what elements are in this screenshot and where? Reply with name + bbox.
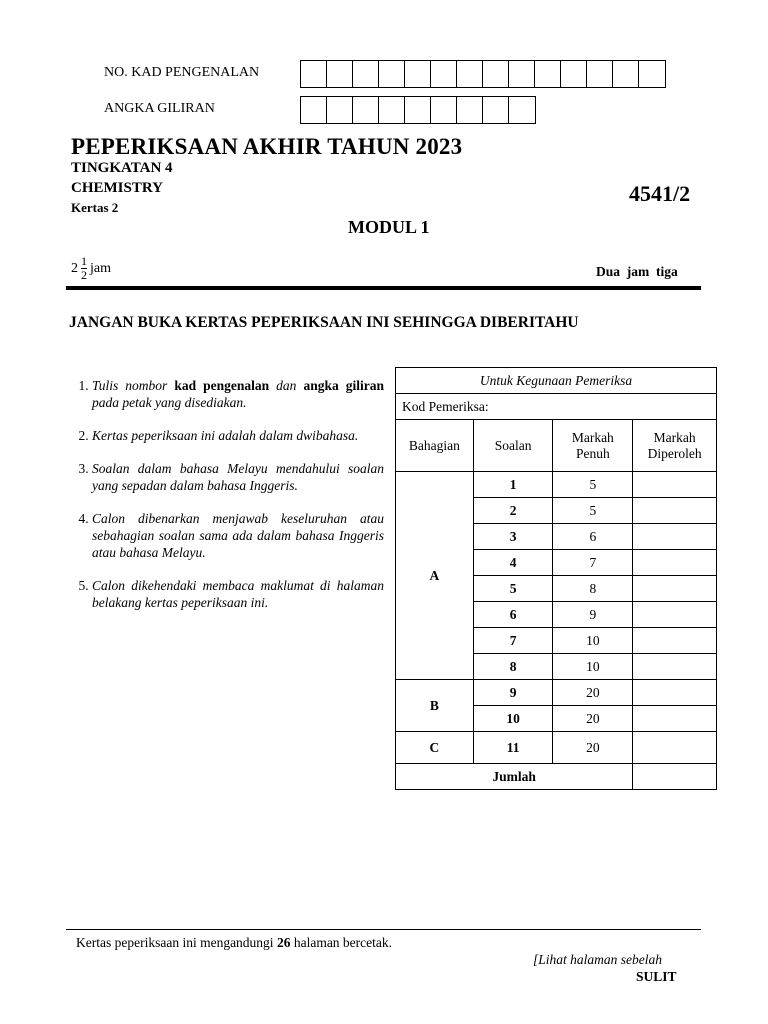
footer-divider bbox=[66, 929, 701, 930]
paper-number: Kertas 2 bbox=[71, 200, 119, 215]
duration-whole: 2 bbox=[71, 260, 78, 276]
marks-obtained-cell[interactable] bbox=[633, 628, 717, 654]
ic-digit-box[interactable] bbox=[457, 61, 483, 87]
paper-code: 4541/2 bbox=[629, 181, 691, 206]
examiner-table bbox=[395, 367, 717, 790]
question-number: 6 bbox=[473, 602, 553, 628]
ic-digit-box[interactable] bbox=[405, 61, 431, 87]
marks-obtained-cell[interactable] bbox=[633, 524, 717, 550]
index-digit-box[interactable] bbox=[379, 97, 405, 123]
full-marks: 5 bbox=[553, 498, 633, 524]
full-marks: 5 bbox=[553, 472, 633, 498]
full-marks: 7 bbox=[553, 550, 633, 576]
examiner-table-caption: Untuk Kegunaan Pemeriksa bbox=[396, 368, 717, 394]
question-number: 1 bbox=[473, 472, 553, 498]
index-digit-box[interactable] bbox=[509, 97, 535, 123]
question-number: 3 bbox=[473, 524, 553, 550]
full-marks: 20 bbox=[553, 706, 633, 732]
question-number: 10 bbox=[473, 706, 553, 732]
question-number: 4 bbox=[473, 550, 553, 576]
index-digit-box[interactable] bbox=[301, 97, 327, 123]
module-title: MODUL 1 bbox=[348, 217, 430, 237]
instruction-item: 5. Calon dikehendaki membaca maklumat di halaman belakang kertas peperiksaan ini. bbox=[92, 577, 384, 611]
ic-digit-box[interactable] bbox=[535, 61, 561, 87]
index-digit-box[interactable] bbox=[457, 97, 483, 123]
classification-label: SULIT bbox=[636, 969, 677, 984]
table-row bbox=[396, 732, 717, 764]
ic-digit-box[interactable] bbox=[587, 61, 613, 87]
col-header-full-marks: Markah Penuh bbox=[553, 420, 633, 472]
col-header-section: Bahagian bbox=[396, 420, 474, 472]
form-level: TINGKATAN 4 bbox=[71, 160, 173, 176]
ic-digit-box[interactable] bbox=[353, 61, 379, 87]
header-divider bbox=[66, 286, 701, 290]
exam-title: PEPERIKSAAN AKHIR TAHUN 2023 bbox=[71, 134, 463, 159]
do-not-open-warning: JANGAN BUKA KERTAS PEPERIKSAAN INI SEHINGGA DIBERITAHU bbox=[69, 314, 579, 331]
duration-fraction bbox=[81, 255, 87, 282]
index-number-boxes[interactable] bbox=[300, 96, 536, 124]
question-number: 5 bbox=[473, 576, 553, 602]
ic-digit-box[interactable] bbox=[379, 61, 405, 87]
ic-digit-box[interactable] bbox=[639, 61, 665, 87]
total-score-cell[interactable] bbox=[633, 764, 717, 790]
ic-digit-box[interactable] bbox=[431, 61, 457, 87]
ic-digit-box[interactable] bbox=[613, 61, 639, 87]
index-digit-box[interactable] bbox=[327, 97, 353, 123]
section-label: B bbox=[396, 680, 474, 732]
full-marks: 10 bbox=[553, 628, 633, 654]
col-header-question: Soalan bbox=[473, 420, 553, 472]
index-digit-box[interactable] bbox=[431, 97, 457, 123]
table-row bbox=[396, 472, 717, 498]
duration-denominator: 2 bbox=[81, 268, 87, 282]
next-page-note: [Lihat halaman sebelah bbox=[533, 952, 663, 967]
marks-obtained-cell[interactable] bbox=[633, 680, 717, 706]
instruction-item: 1. Tulis nombor kad pengenalan dan angka giliran pada petak yang disediakan. bbox=[92, 377, 384, 411]
marks-obtained-cell[interactable] bbox=[633, 654, 717, 680]
question-number: 9 bbox=[473, 680, 553, 706]
index-digit-box[interactable] bbox=[405, 97, 431, 123]
full-marks: 9 bbox=[553, 602, 633, 628]
full-marks: 6 bbox=[553, 524, 633, 550]
ic-digit-box[interactable] bbox=[509, 61, 535, 87]
marks-obtained-cell[interactable] bbox=[633, 576, 717, 602]
question-number: 2 bbox=[473, 498, 553, 524]
index-number-label: ANGKA GILIRAN bbox=[104, 101, 215, 116]
marks-obtained-cell[interactable] bbox=[633, 602, 717, 628]
ic-digit-box[interactable] bbox=[483, 61, 509, 87]
ic-digit-box[interactable] bbox=[301, 61, 327, 87]
total-label: Jumlah bbox=[396, 764, 633, 790]
full-marks: 20 bbox=[553, 732, 633, 764]
index-digit-box[interactable] bbox=[483, 97, 509, 123]
section-label: C bbox=[396, 732, 474, 764]
instruction-item: 4. Calon dibenarkan menjawab keseluruhan atau sebahagian soalan sama ada dalam bahasa Inggeris atau bahasa Melayu. bbox=[92, 510, 384, 561]
instructions-list bbox=[70, 377, 384, 627]
full-marks: 8 bbox=[553, 576, 633, 602]
section-label: A bbox=[396, 472, 474, 680]
col-header-marks-obtained: Markah Diperoleh bbox=[633, 420, 717, 472]
page-count-note: Kertas peperiksaan ini mengandungi 26 halaman bercetak. bbox=[76, 935, 393, 950]
ic-number-boxes[interactable] bbox=[300, 60, 666, 88]
full-marks: 10 bbox=[553, 654, 633, 680]
question-number: 7 bbox=[473, 628, 553, 654]
marks-obtained-cell[interactable] bbox=[633, 706, 717, 732]
index-digit-box[interactable] bbox=[353, 97, 379, 123]
question-number: 8 bbox=[473, 654, 553, 680]
full-marks: 20 bbox=[553, 680, 633, 706]
ic-digit-box[interactable] bbox=[561, 61, 587, 87]
marks-obtained-cell[interactable] bbox=[633, 550, 717, 576]
marks-obtained-cell[interactable] bbox=[633, 498, 717, 524]
instruction-item: 3. Soalan dalam bahasa Melayu mendahului soalan yang sepadan dalam bahasa Inggeris. bbox=[92, 460, 384, 494]
duration-numerator: 1 bbox=[81, 254, 87, 268]
ic-digit-box[interactable] bbox=[327, 61, 353, 87]
ic-number-label: NO. KAD PENGENALAN bbox=[104, 65, 260, 80]
examiner-code-field[interactable]: Kod Pemeriksa: bbox=[396, 394, 717, 420]
duration-words: Dua jam tiga bbox=[596, 264, 678, 279]
duration bbox=[71, 255, 111, 282]
duration-unit: jam bbox=[90, 260, 111, 276]
subject-name: CHEMISTRY bbox=[71, 180, 163, 196]
question-number: 11 bbox=[473, 732, 553, 764]
table-row bbox=[396, 680, 717, 706]
instruction-item: 2. Kertas peperiksaan ini adalah dalam dwibahasa. bbox=[92, 427, 384, 444]
marks-obtained-cell[interactable] bbox=[633, 732, 717, 764]
marks-obtained-cell[interactable] bbox=[633, 472, 717, 498]
